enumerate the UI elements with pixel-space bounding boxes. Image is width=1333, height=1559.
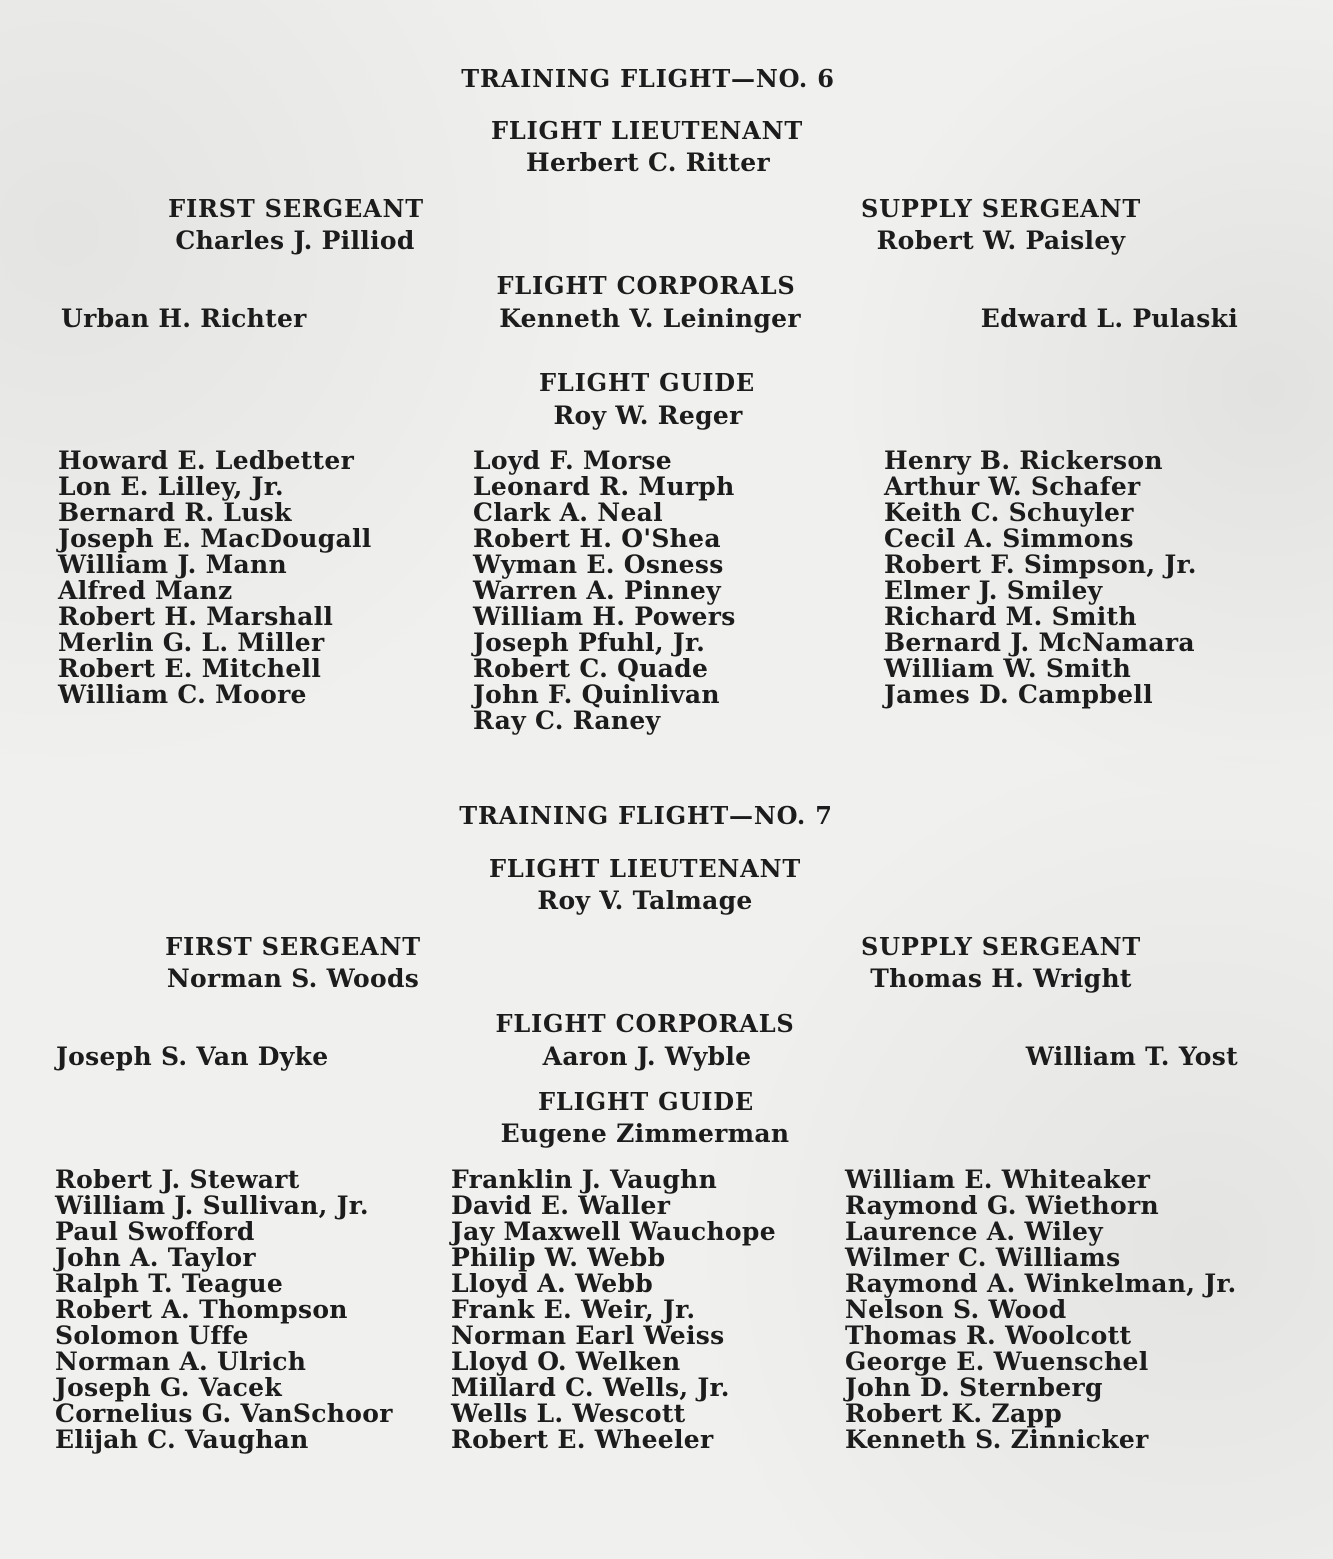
flight-7-roster-column-1 (55, 1167, 393, 1453)
roster-name: Howard E. Ledbetter (58, 446, 355, 475)
roster-name: Bernard R. Lusk (58, 498, 292, 527)
roster-name: Millard C. Wells, Jr. (451, 1373, 730, 1402)
roster-name: Wyman E. Osness (473, 550, 724, 579)
roster-name: Raymond A. Winkelman, Jr. (845, 1269, 1237, 1298)
roster-name: Loyd F. Morse (473, 446, 673, 475)
flight-7-first-sergeant-name: Norman S. Woods (166, 964, 420, 993)
roster-name: William E. Whiteaker (845, 1165, 1151, 1194)
roster-name: Paul Swofford (55, 1217, 255, 1246)
flight-6-title: TRAINING FLIGHT—NO. 6 (461, 64, 835, 93)
roster-name: Lon E. Lilley, Jr. (58, 472, 284, 501)
roster-name: Wells L. Wescott (451, 1399, 686, 1428)
flight-6-corporal-center: Kenneth V. Leininger (499, 304, 801, 333)
roster-name: George E. Wuenschel (845, 1347, 1149, 1376)
roster-name: John F. Quinlivan (473, 680, 720, 709)
roster-name: Leonard R. Murph (473, 472, 735, 501)
roster-name: Joseph E. MacDougall (58, 524, 372, 553)
roster-name: Robert H. O'Shea (473, 524, 721, 553)
roster-name: Jay Maxwell Wauchope (451, 1217, 776, 1246)
flight-6-corporal-left: Urban H. Richter (61, 304, 307, 333)
flight-6-guide-label: FLIGHT GUIDE (539, 368, 755, 397)
flight-7-first-sergeant-label: FIRST SERGEANT (165, 932, 421, 961)
flight-7-supply-sergeant-label: SUPPLY SERGEANT (861, 932, 1141, 961)
flight-6-corporals-label: FLIGHT CORPORALS (496, 271, 796, 300)
roster-name: Norman A. Ulrich (55, 1347, 307, 1376)
roster-name: Ray C. Raney (473, 706, 661, 735)
roster-name: William W. Smith (884, 654, 1132, 683)
roster-name: Alfred Manz (58, 576, 233, 605)
roster-name: Laurence A. Wiley (845, 1217, 1104, 1246)
roster-name: Warren A. Pinney (473, 576, 721, 605)
roster-name: Arthur W. Schafer (884, 472, 1141, 501)
roster-name: Joseph G. Vacek (55, 1373, 282, 1402)
roster-name: Robert E. Mitchell (58, 654, 322, 683)
roster-name: William J. Mann (58, 550, 287, 579)
flight-7-guide-label: FLIGHT GUIDE (538, 1087, 754, 1116)
roster-name: Robert K. Zapp (845, 1399, 1063, 1428)
flight-7-corporal-right: William T. Yost (1025, 1042, 1238, 1071)
roster-name: Cornelius G. VanSchoor (55, 1399, 393, 1428)
flight-6-roster-column-3 (884, 448, 1197, 708)
roster-name: Robert C. Quade (473, 654, 709, 683)
roster-name: Frank E. Weir, Jr. (451, 1295, 696, 1324)
flight-6-corporal-right: Edward L. Pulaski (980, 304, 1238, 333)
roster-name: William J. Sullivan, Jr. (55, 1191, 369, 1220)
roster-name: Robert A. Thompson (55, 1295, 348, 1324)
roster-name: Solomon Uffe (55, 1321, 249, 1350)
roster-name: Lloyd O. Welken (451, 1347, 681, 1376)
roster-name: Cecil A. Simmons (884, 524, 1134, 553)
roster-name: John D. Sternberg (845, 1373, 1103, 1402)
flight-7-corporals-label: FLIGHT CORPORALS (495, 1009, 795, 1038)
roster-name: Merlin G. L. Miller (58, 628, 325, 657)
roster-name: Norman Earl Weiss (451, 1321, 725, 1350)
roster-name: Franklin J. Vaughn (451, 1165, 718, 1194)
flight-7-corporal-center: Aaron J. Wyble (542, 1042, 752, 1071)
roster-name: Kenneth S. Zinnicker (845, 1425, 1149, 1454)
roster-name: William H. Powers (473, 602, 736, 631)
roster-name: Clark A. Neal (473, 498, 663, 527)
roster-name: Thomas R. Woolcott (845, 1321, 1132, 1350)
roster-name: Elmer J. Smiley (884, 576, 1103, 605)
roster-name: Joseph Pfuhl, Jr. (473, 628, 706, 657)
roster-name: Wilmer C. Williams (845, 1243, 1121, 1272)
flight-7-title: TRAINING FLIGHT—NO. 7 (459, 801, 833, 830)
flight-7-lieutenant-label: FLIGHT LIEUTENANT (489, 854, 801, 883)
roster-name: Nelson S. Wood (845, 1295, 1067, 1324)
flight-7-roster-column-2 (451, 1167, 776, 1453)
roster-name: Elijah C. Vaughan (55, 1425, 309, 1454)
roster-name: Robert H. Marshall (58, 602, 334, 631)
flight-6-first-sergeant-name: Charles J. Pilliod (175, 226, 415, 255)
roster-name: Robert E. Wheeler (451, 1425, 714, 1454)
flight-6-lieutenant-label: FLIGHT LIEUTENANT (491, 116, 803, 145)
roster-name: Bernard J. McNamara (884, 628, 1195, 657)
flight-6-roster-column-2 (473, 448, 736, 734)
flight-6-first-sergeant-label: FIRST SERGEANT (168, 194, 424, 223)
roster-name: Philip W. Webb (451, 1243, 666, 1272)
flight-6-guide-name: Roy W. Reger (553, 401, 743, 430)
roster-name: Keith C. Schuyler (884, 498, 1134, 527)
roster-name: Robert J. Stewart (55, 1165, 300, 1194)
flight-6-supply-sergeant-label: SUPPLY SERGEANT (861, 194, 1141, 223)
roster-name: James D. Campbell (884, 680, 1153, 709)
flight-7-lieutenant-name: Roy V. Talmage (537, 886, 753, 915)
roster-name: Henry B. Rickerson (884, 446, 1163, 475)
roster-name: Robert F. Simpson, Jr. (884, 550, 1197, 579)
flight-6-lieutenant-name: Herbert C. Ritter (526, 148, 770, 177)
flight-7-guide-name: Eugene Zimmerman (500, 1119, 790, 1148)
roster-name: John A. Taylor (55, 1243, 256, 1272)
roster-name: Lloyd A. Webb (451, 1269, 654, 1298)
flight-7-supply-sergeant-name: Thomas H. Wright (870, 964, 1132, 993)
flight-7-corporal-left: Joseph S. Van Dyke (56, 1042, 329, 1071)
roster-name: Ralph T. Teague (55, 1269, 284, 1298)
roster-name: William C. Moore (58, 680, 307, 709)
roster-name: Richard M. Smith (884, 602, 1137, 631)
flight-6-supply-sergeant-name: Robert W. Paisley (876, 226, 1126, 255)
roster-name: Raymond G. Wiethorn (845, 1191, 1159, 1220)
roster-name: David E. Waller (451, 1191, 671, 1220)
flight-7-roster-column-3 (845, 1167, 1237, 1453)
flight-6-roster-column-1 (58, 448, 372, 708)
